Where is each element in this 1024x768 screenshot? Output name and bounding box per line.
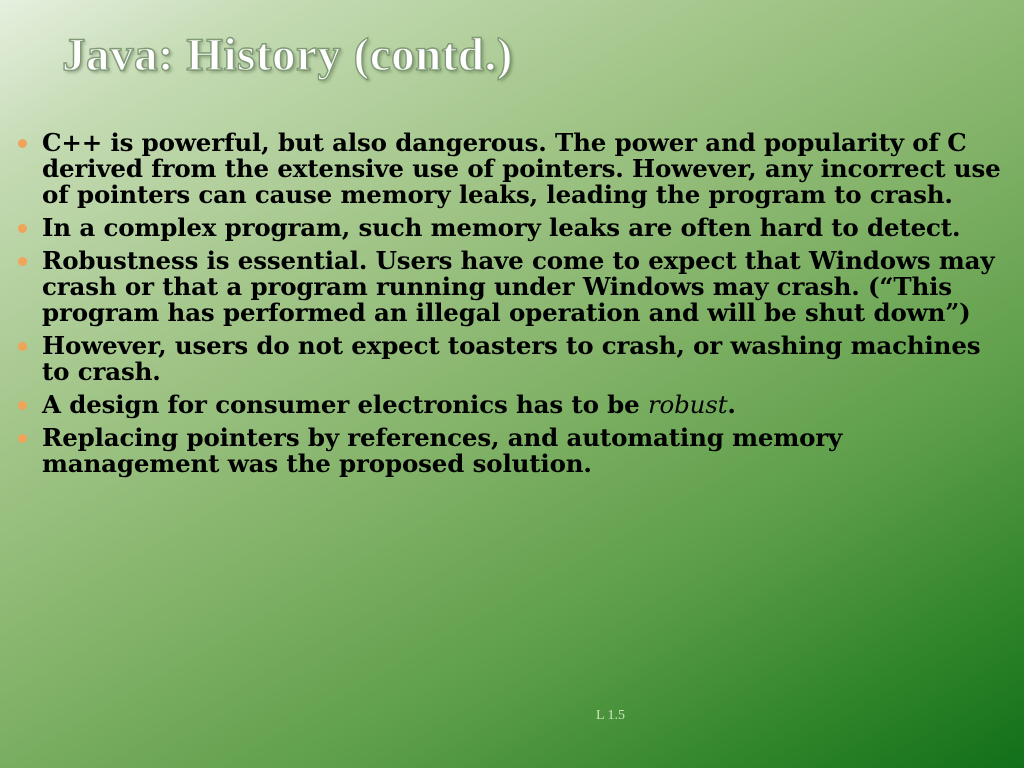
bullet-text-after: . [727,390,736,419]
bullet-dot-icon [18,224,27,233]
bullet-item [18,248,1003,326]
slide-footer-label: L 1.5 [596,708,626,723]
bullet-text-before: A design for consumer electronics has to be [42,390,648,419]
bullet-dot-icon [18,139,27,148]
bullet-dot-icon [18,401,27,410]
bullet-text: C++ is powerful, but also dangerous. The power and popularity of C derived from the extensive use of pointers. However, any incorrect use of pointers can cause memory leaks, leading the program to crash. [42,128,1001,209]
bullet-list [18,130,1003,484]
bullet-text: Replacing pointers by references, and automating memory management was the proposed solution. [42,423,843,478]
bullet-text: In a complex program, such memory leaks are often hard to detect. [42,213,961,242]
bullet-text: However, users do not expect toasters to crash, or washing machines to crash. [42,331,981,386]
bullet-item [18,215,1003,241]
bullet-text: Robustness is essential. Users have come to expect that Windows may crash or that a program running under Windows may crash. (“This program has performed an illegal operation and will be shut down”) [42,246,995,327]
bullet-dot-icon [18,434,27,443]
bullet-emphasis: robust [647,390,728,419]
slide-title: Java: History (contd.) [62,29,513,81]
bullet-item [18,425,1003,477]
bullet-dot-icon [18,342,27,351]
bullet-item [18,392,1003,418]
bullet-dot-icon [18,257,27,266]
bullet-item [18,130,1003,208]
bullet-item [18,333,1003,385]
